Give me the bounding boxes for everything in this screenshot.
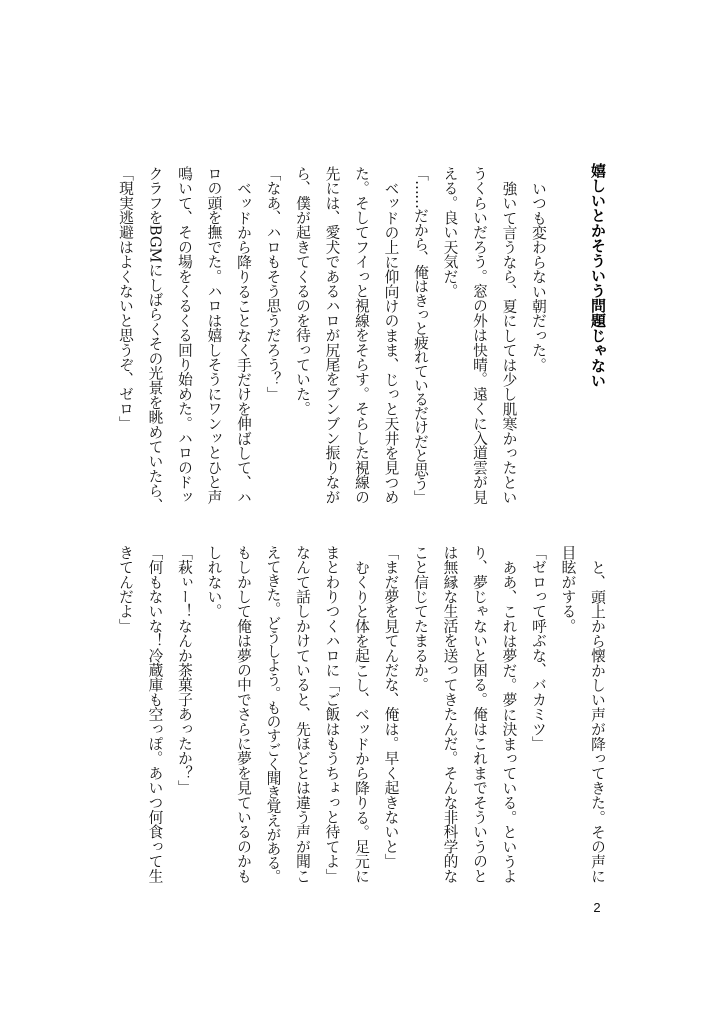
dialogue-line: 「ゼロって呼ぶな、バカミツ」 bbox=[530, 545, 547, 751]
chapter-title: 嬉しいとかそういう問題じゃない bbox=[589, 163, 607, 388]
text-line: える。良い天気だ。 bbox=[441, 166, 459, 299]
text-line: こと信じてたまるか。 bbox=[412, 545, 429, 692]
text-line: いつも変わらない朝だった。 bbox=[530, 180, 547, 372]
dialogue-line: 「まだ夢を見てんだな、俺は。早く起きないと」 bbox=[382, 545, 400, 869]
text-line: もしかして俺は夢の中でさらに夢を見ているのかも bbox=[235, 545, 252, 884]
text-line: クラフをBGMにしばらくその光景を眺めていたら、 bbox=[146, 166, 164, 513]
dialogue-line: 「……だから、俺はきっと疲れているだけだと思う」 bbox=[412, 166, 429, 505]
dialogue-line: 「なあ、ハロもそう思うだろう？」 bbox=[264, 166, 282, 402]
text-line: えてきた。どうしよう。ものすごく聞き覚えがある。 bbox=[264, 545, 282, 884]
lower-text-block bbox=[110, 545, 612, 883]
text-line: は無縁な生活を送ってきたんだ。そんな非科学的な bbox=[441, 545, 459, 884]
text-line: ロの頭を撫でた。ハロは嬉しそうにワンッとひと声 bbox=[205, 166, 223, 505]
text-line: ら、僕が起きてくるのを待っていた。 bbox=[294, 166, 311, 416]
dialogue-line: 「何もないな！冷蔵庫も空っぽ。あいつ何食って生 bbox=[146, 545, 164, 884]
text-line: 鳴いて、その場をくるくる回り始めた。ハロのドッ bbox=[176, 166, 193, 505]
text-line: ああ、これは夢だ。夢に決まっている。というよ bbox=[500, 559, 518, 884]
text-line: と、頭上から懐かしい声が降ってきた。その声に bbox=[589, 559, 606, 884]
text-line: 強いて言うなら、夏にしては少し肌寒かったとい bbox=[500, 180, 518, 505]
text-line: り、夢じゃないと困る。俺はこれまでそういうのと bbox=[471, 545, 488, 884]
text-line: しれない。 bbox=[205, 545, 223, 619]
dialogue-line: 「現実逃避はよくないと思うぞ、ゼロ」 bbox=[117, 166, 134, 431]
page-number: 2 bbox=[593, 900, 601, 915]
text-line: ベッドの上に仰向けのまま、じっと天井を見つめ bbox=[382, 180, 400, 505]
text-line: うくらいだろう。窓の外は快晴。遠くに入道雲が見 bbox=[471, 166, 488, 505]
text-line: むくりと体を起こし、ベッドから降りる。足元に bbox=[353, 559, 370, 884]
text-line: た。そしてフイっと視線をそらす。そらした視線の bbox=[353, 166, 370, 505]
dialogue-line: きてんだよ」 bbox=[117, 545, 134, 634]
dialogue-line: 「萩ぃー！なんか茶菓子あったか？」 bbox=[176, 545, 193, 795]
text-line: 先には、愛犬であるハロが尻尾をブンブン振りなが bbox=[323, 166, 341, 505]
text-line: 目眩がする。 bbox=[559, 545, 577, 634]
title-spacer bbox=[553, 166, 583, 504]
text-line: ベッドから降りることなく手だけを伸ばして、ハ bbox=[235, 180, 252, 505]
upper-text-block bbox=[110, 163, 612, 513]
text-line: なんて話しかけていると、先ほどとは違う声が聞こ bbox=[294, 545, 311, 884]
text-line: まとわりつくハロに「ご飯はもうちょっと待てよ」 bbox=[323, 545, 341, 884]
